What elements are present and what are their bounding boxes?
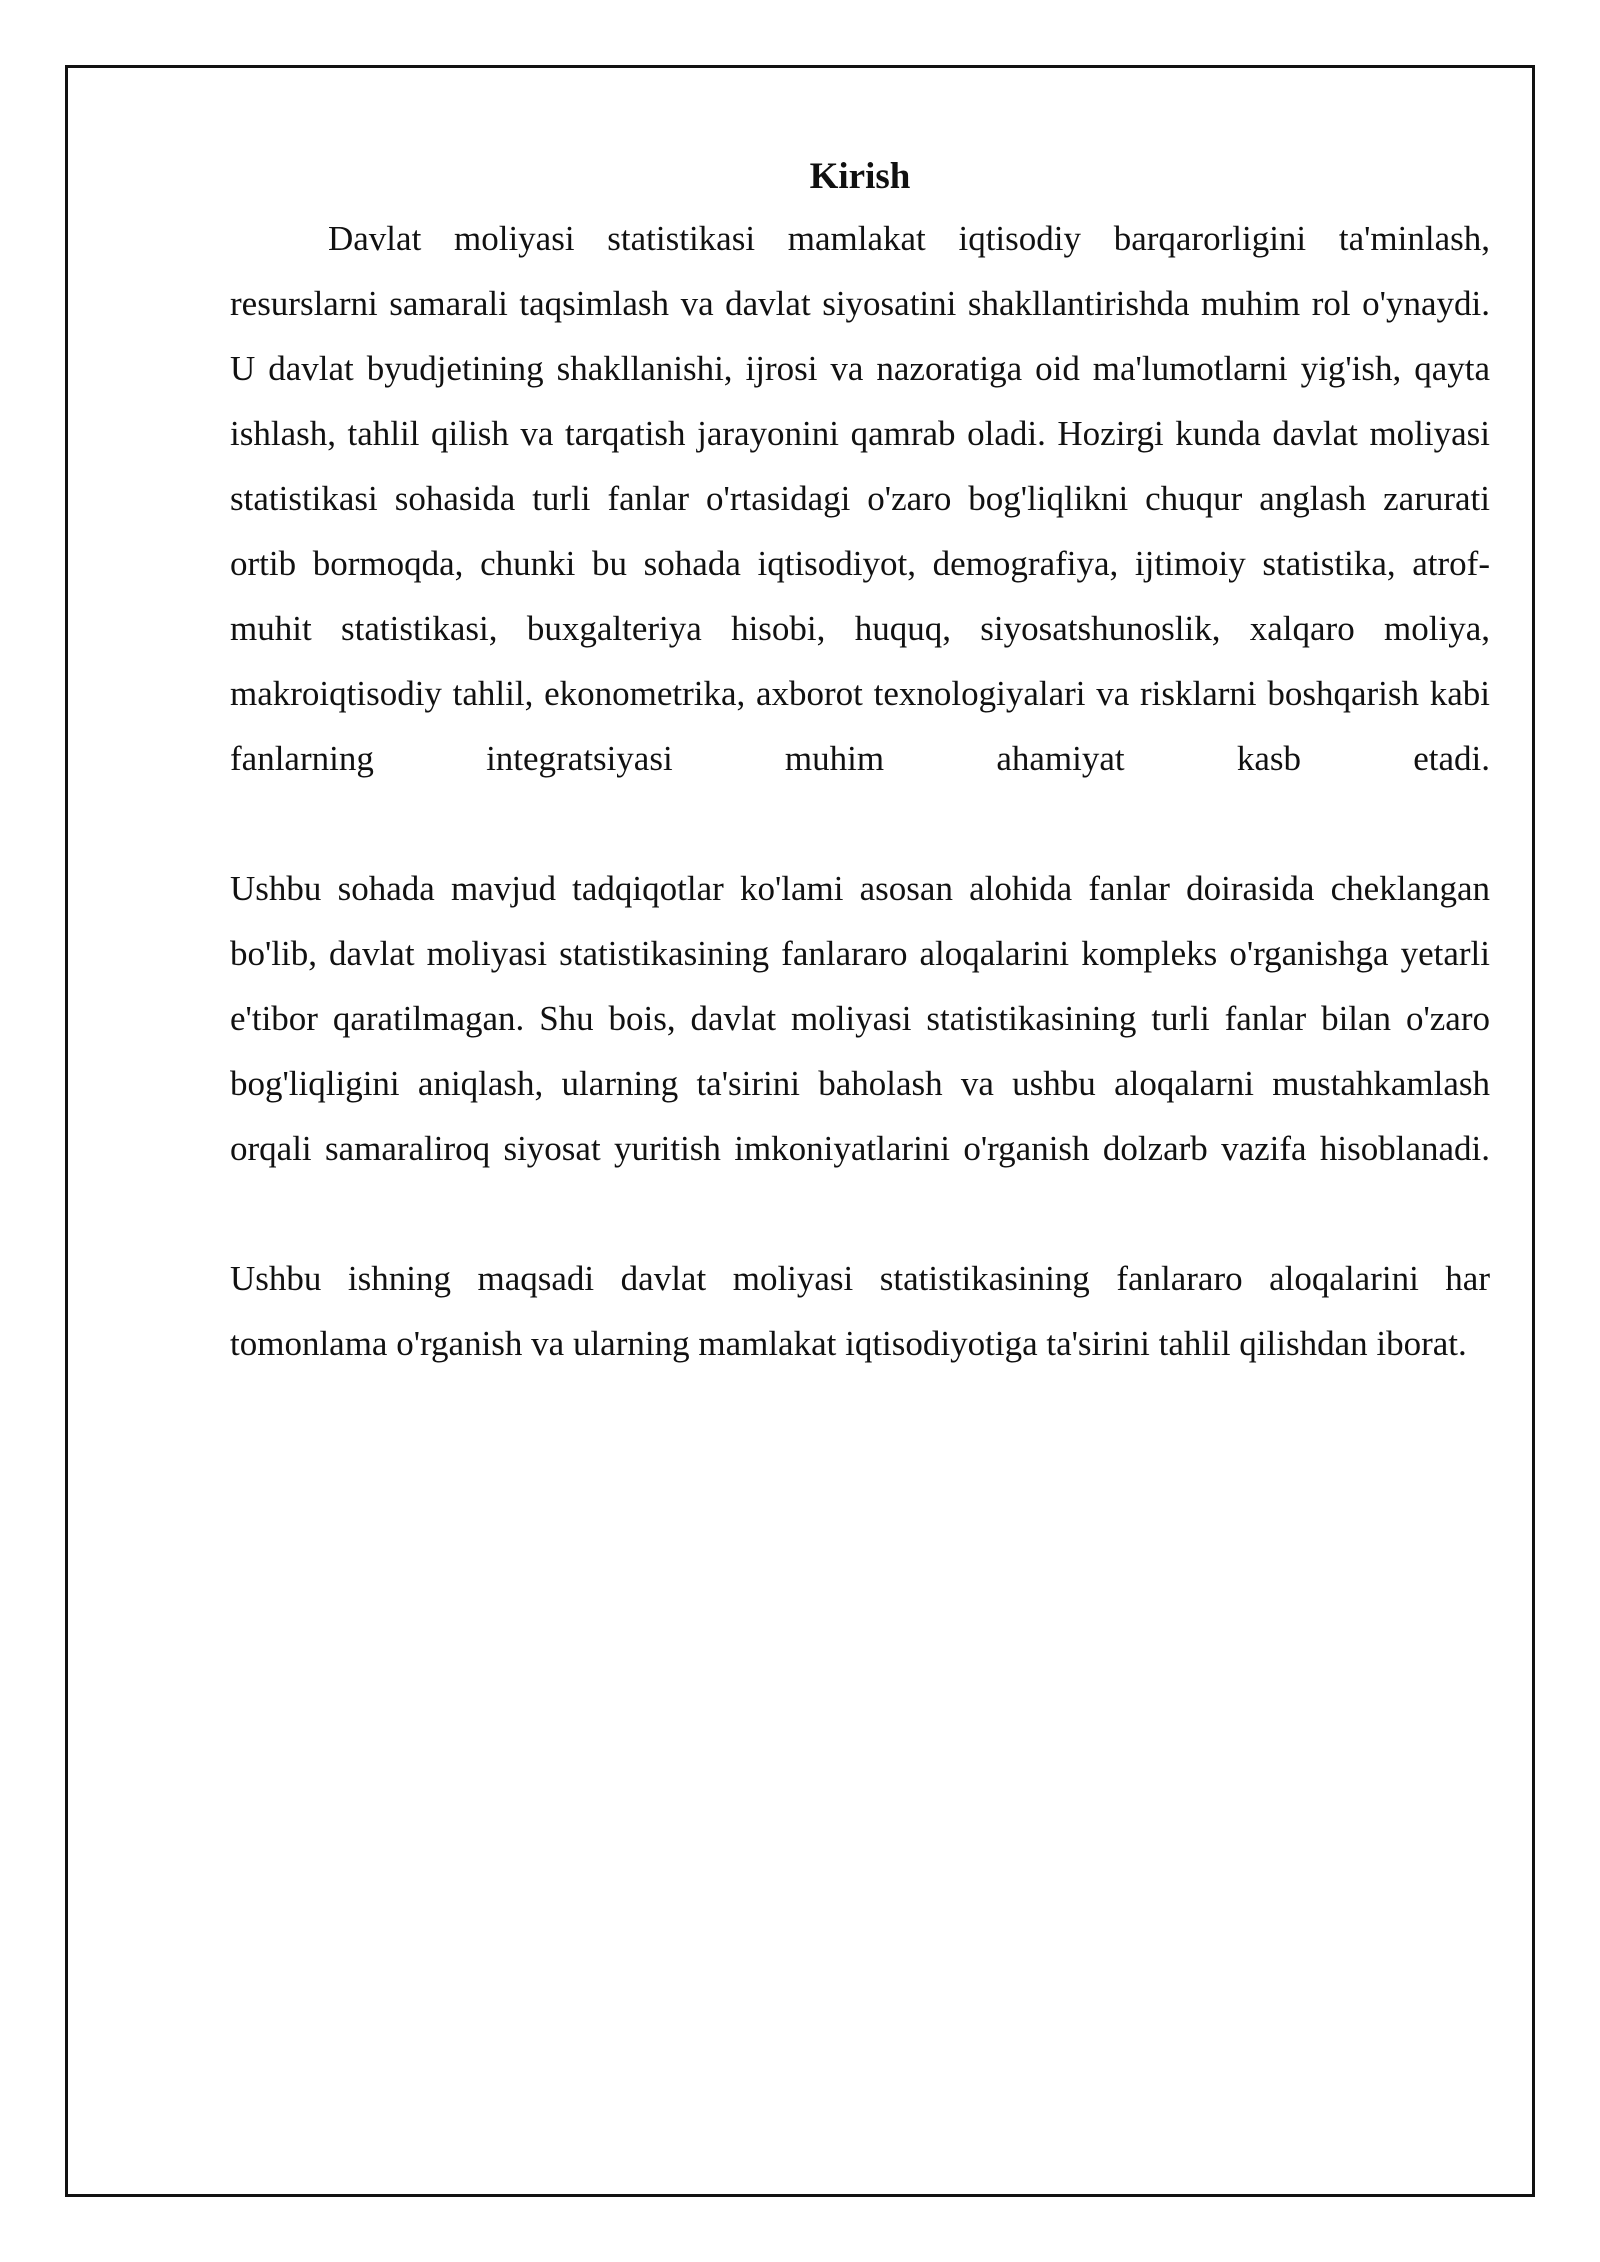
paragraph-intro: Davlat moliyasi statistikasi mamlakat iqtisodiy barqarorligini ta'minlash, resurslarni samarali taqsimlash va davlat siyosatini shakllantirishda muhim rol o'ynaydi. U davlat byudjetining shakllanishi, ijrosi va nazoratiga oid ma'lumotlarni yig'ish, qayta ishlash, tahlil qilish va tarqatish jarayonini qamrab oladi. Hozirgi kunda davlat moliyasi statistikasi sohasida turli fanlar o'rtasidagi o'zaro bog'liqlikni chuqur anglash zarurati ortib bormoqda, chunki bu sohada iqtisodiyot, demografiya, ijtimoiy statistika, atrof-muhit statistikasi, buxgalteriya hisobi, huquq, siyosatshunoslik, xalqaro moliya, makroiqtisodiy tahlil, ekonometrika, axborot texnologiyalari va risklarni boshqarish kabi fanlarning integratsiyasi muhim ahamiyat kasb etadi. [230, 219, 1490, 778]
paragraph-aim: Ushbu ishning maqsadi davlat moliyasi statistikasining fanlararo aloqalarini har tomonlama o'rganish va ularning mamlakat iqtisodiyotiga ta'sirini tahlil qilishdan iborat. [230, 1259, 1490, 1363]
paragraph-spacer [230, 1181, 1490, 1246]
paragraph-research-gap: Ushbu sohada mavjud tadqiqotlar ko'lami asosan alohida fanlar doirasida cheklangan bo'lib, davlat moliyasi statistikasining fanlararo aloqalarini kompleks o'rganishga yetarli e'tibor qaratilmagan. Shu bois, davlat moliyasi statistikasining turli fanlar bilan o'zaro bog'liqligini aniqlash, ularning ta'sirini baholash va ushbu aloqalarni mustahkamlash orqali samaraliroq siyosat yuritish imkoniyatlarini o'rganish dolzarb vazifa hisoblanadi. [230, 869, 1490, 1168]
paragraph-spacer [230, 791, 1490, 856]
document-title: Kirish [809, 156, 911, 197]
document-body [230, 148, 1490, 1376]
